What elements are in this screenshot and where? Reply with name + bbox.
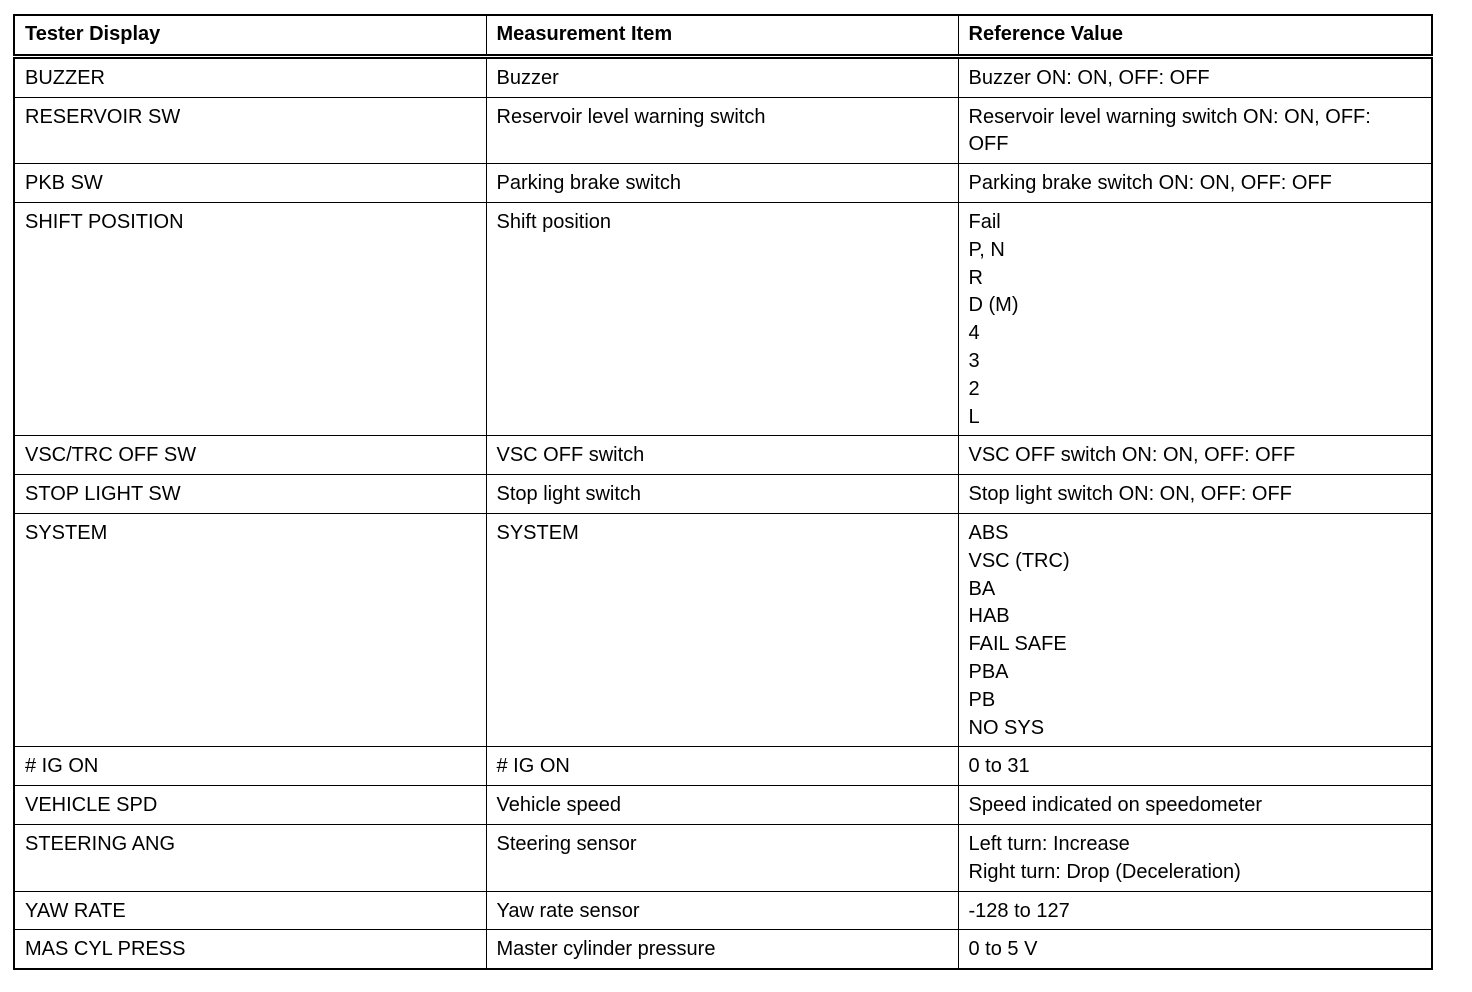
table-row [14,436,1432,475]
measurement-item-cell: Master cylinder pressure [486,930,958,969]
tester-display-cell: STOP LIGHT SW [14,475,486,514]
tester-display-cell: BUZZER [14,56,486,97]
table-row [14,475,1432,514]
reference-value-cell: Reservoir level warning switch ON: ON, OFF: OFF [958,97,1432,164]
table-header-row [14,15,1432,56]
tester-display-cell: MAS CYL PRESS [14,930,486,969]
tester-display-cell: SYSTEM [14,513,486,746]
measurement-item-cell: Stop light switch [486,475,958,514]
measurement-item-cell: Shift position [486,202,958,435]
measurement-item-cell: Yaw rate sensor [486,891,958,930]
tester-display-cell: RESERVOIR SW [14,97,486,164]
reference-value-cell: ABS VSC (TRC) BA HAB FAIL SAFE PBA PB NO SYS [958,513,1432,746]
header-reference-value: Reference Value [958,15,1432,56]
measurement-item-cell: SYSTEM [486,513,958,746]
reference-value-cell: Parking brake switch ON: ON, OFF: OFF [958,164,1432,203]
tester-display-cell: # IG ON [14,747,486,786]
data-list-table [13,14,1433,970]
reference-value-cell: 0 to 5 V [958,930,1432,969]
measurement-item-cell: Buzzer [486,56,958,97]
reference-value-cell: Fail P, N R D (M) 4 3 2 L [958,202,1432,435]
reference-value-cell: 0 to 31 [958,747,1432,786]
header-tester-display: Tester Display [14,15,486,56]
measurement-item-cell: VSC OFF switch [486,436,958,475]
measurement-item-cell: Steering sensor [486,824,958,891]
measurement-item-cell: Parking brake switch [486,164,958,203]
reference-value-cell: Left turn: Increase Right turn: Drop (Deceleration) [958,824,1432,891]
reference-value-cell: -128 to 127 [958,891,1432,930]
tester-display-cell: YAW RATE [14,891,486,930]
table-row [14,786,1432,825]
table-row [14,824,1432,891]
table-row [14,747,1432,786]
tester-display-cell: SHIFT POSITION [14,202,486,435]
header-measurement-item: Measurement Item [486,15,958,56]
measurement-item-cell: Reservoir level warning switch [486,97,958,164]
tester-display-cell: PKB SW [14,164,486,203]
reference-value-cell: Buzzer ON: ON, OFF: OFF [958,56,1432,97]
reference-value-cell: VSC OFF switch ON: ON, OFF: OFF [958,436,1432,475]
table-row [14,97,1432,164]
measurement-item-cell: # IG ON [486,747,958,786]
table-row [14,891,1432,930]
tester-display-cell: VEHICLE SPD [14,786,486,825]
measurement-item-cell: Vehicle speed [486,786,958,825]
reference-value-cell: Stop light switch ON: ON, OFF: OFF [958,475,1432,514]
table-row [14,56,1432,97]
table-row [14,164,1432,203]
tester-display-cell: VSC/TRC OFF SW [14,436,486,475]
table-row [14,202,1432,435]
table-row [14,513,1432,746]
reference-value-cell: Speed indicated on speedometer [958,786,1432,825]
tester-display-cell: STEERING ANG [14,824,486,891]
table-row [14,930,1432,969]
